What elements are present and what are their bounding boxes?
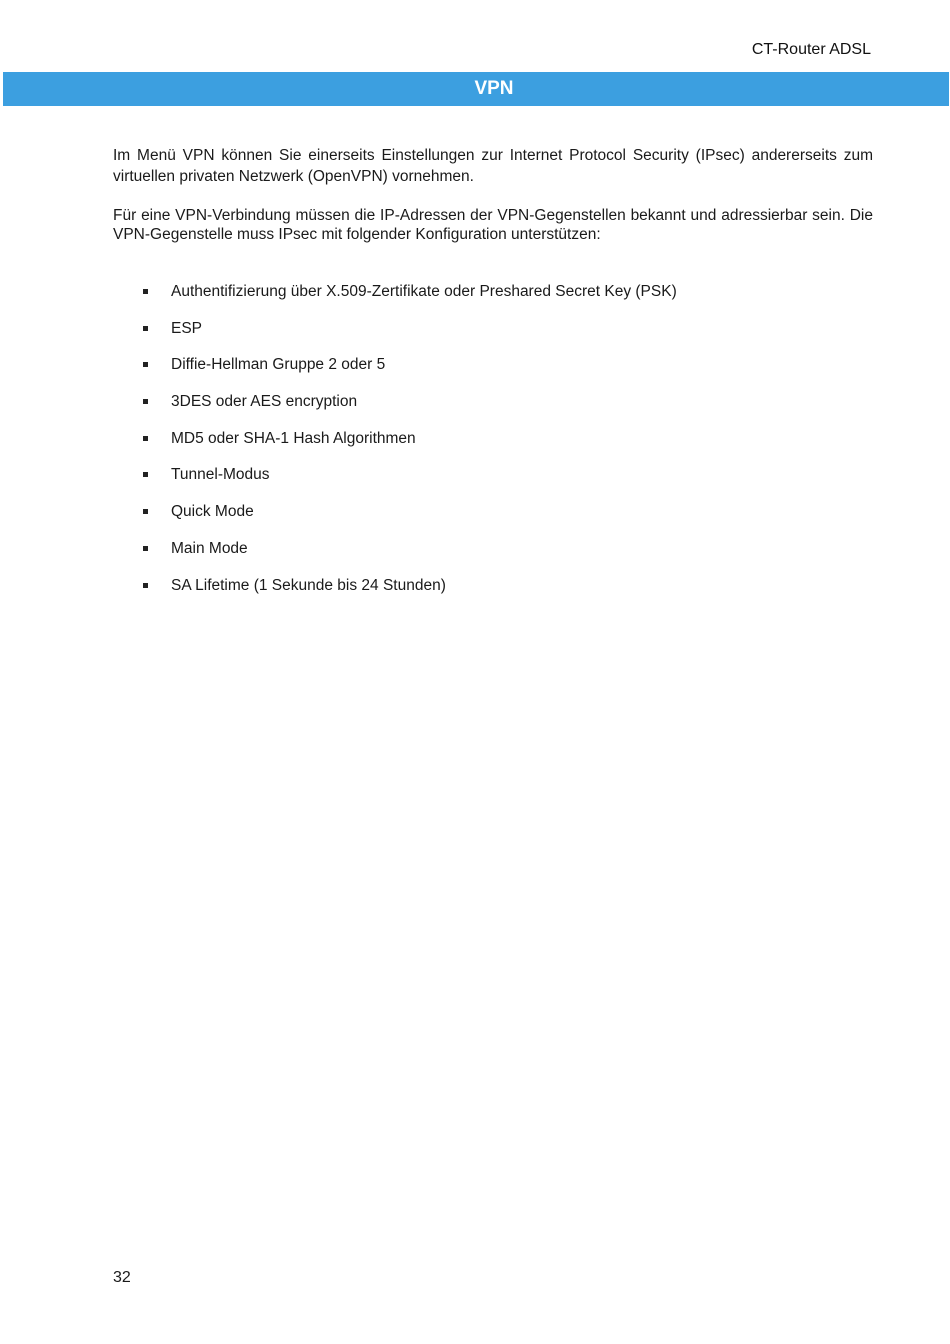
page-number: 32 bbox=[113, 1269, 131, 1286]
list-item-text: Diffie-Hellman Gruppe 2 oder 5 bbox=[171, 356, 386, 374]
list-item-text: SA Lifetime (1 Sekunde bis 24 Stunden) bbox=[171, 576, 446, 594]
list-item-text: ESP bbox=[171, 319, 203, 337]
square-bullet-icon bbox=[143, 326, 148, 331]
square-bullet-icon bbox=[143, 546, 148, 551]
square-bullet-icon bbox=[143, 289, 148, 294]
square-bullet-icon bbox=[143, 472, 148, 477]
list-item-text: 3DES oder AES encryption bbox=[171, 393, 358, 411]
intro-paragraph: Im Menü VPN können Sie einerseits Einstellungen zur Internet Protocol Security (IPsec) andererseits zum virtuellen privaten Netzwerk (OpenVPN) vornehmen. bbox=[113, 147, 873, 185]
list-item-text: Quick Mode bbox=[171, 503, 254, 521]
square-bullet-icon bbox=[143, 583, 148, 588]
square-bullet-icon bbox=[143, 362, 148, 367]
document-header: CT-Router ADSL bbox=[751, 41, 871, 58]
section-title-bar bbox=[3, 72, 949, 106]
list-item-text: MD5 oder SHA-1 Hash Algorithmen bbox=[171, 429, 416, 447]
square-bullet-icon bbox=[143, 509, 148, 514]
square-bullet-icon bbox=[143, 436, 148, 441]
body-text bbox=[113, 145, 873, 244]
section-title: VPN bbox=[474, 78, 514, 99]
list-item-text: Authentifizierung über X.509-Zertifikate oder Preshared Secret Key (PSK) bbox=[171, 283, 677, 300]
requirements-paragraph: Für eine VPN-Verbindung müssen die IP-Adressen der VPN-Gegenstellen bekannt und adressierbar sein. Die VPN-Gegenstelle muss IPsec mit folgender Konfiguration unterstützen: bbox=[113, 207, 873, 243]
square-bullet-icon bbox=[143, 399, 148, 404]
list-item-text: Main Mode bbox=[171, 539, 248, 557]
list-item-text: Tunnel-Modus bbox=[171, 466, 270, 484]
